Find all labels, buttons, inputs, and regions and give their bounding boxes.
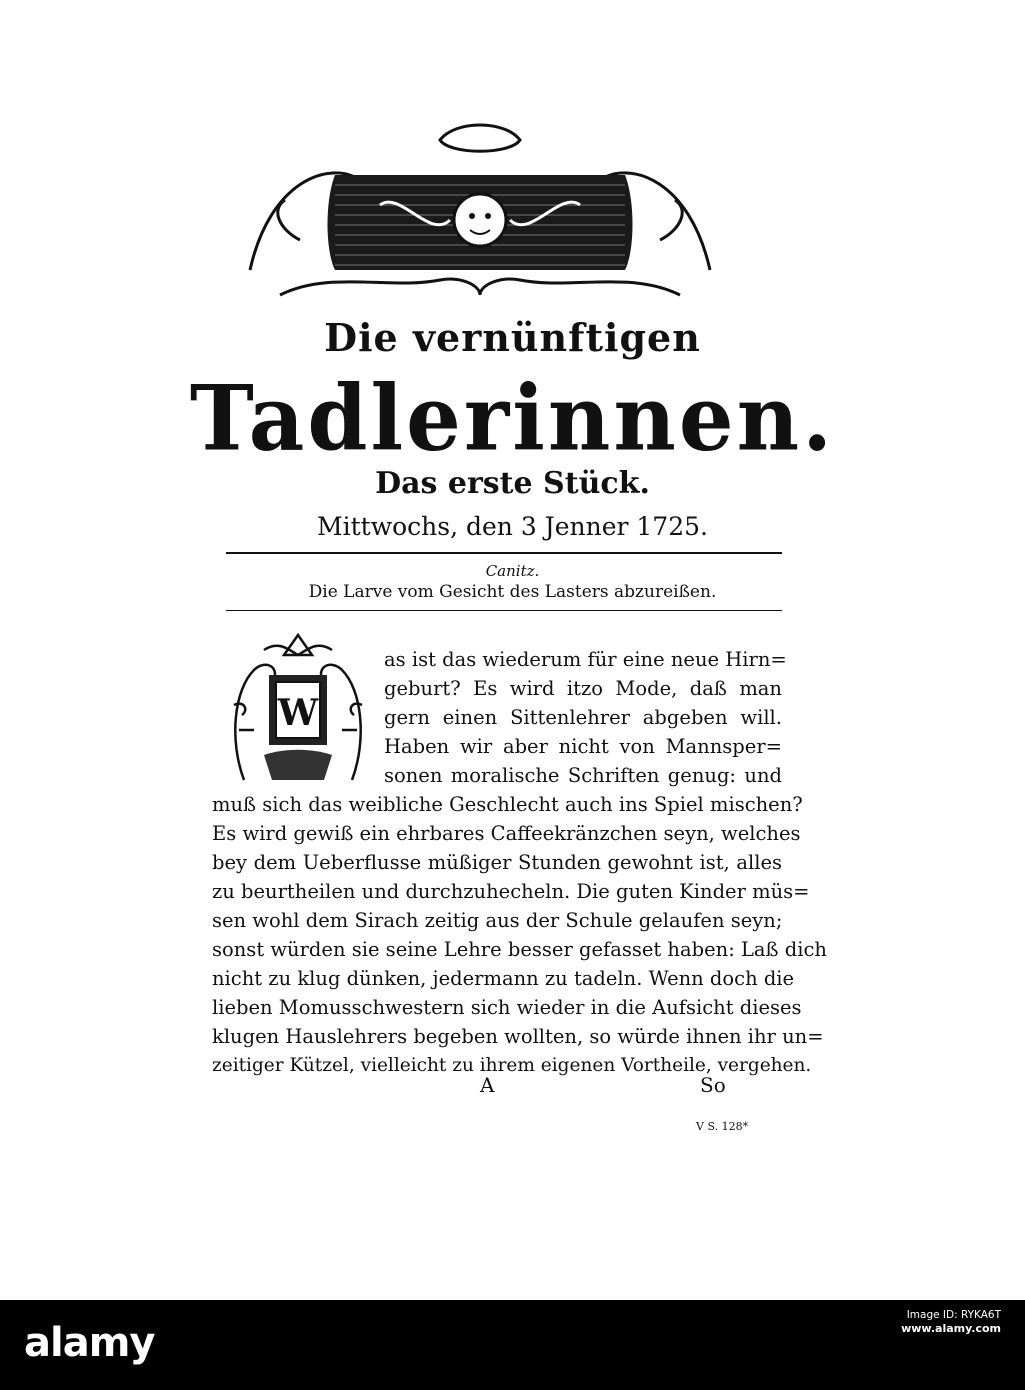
stock-image-info bbox=[901, 1308, 1001, 1336]
text-line: nicht zu klug dünken, jedermann zu tadeln. Wenn doch die bbox=[212, 967, 795, 990]
text-line: as ist das wiederum für eine neue Hirn= bbox=[384, 648, 787, 671]
site-url[interactable]: www.alamy.com bbox=[901, 1322, 1001, 1335]
text-line: sen wohl dem Sirach zeitig aus der Schule gelaufen seyn; bbox=[212, 909, 783, 932]
initial-letter: W bbox=[277, 692, 319, 734]
text-line: sonst würden sie seine Lehre besser gefasset haben: Laß dich bbox=[212, 938, 827, 961]
motto-text: Die Larve vom Gesicht des Lasters abzureißen. bbox=[308, 582, 717, 602]
reference-number: V S. 128* bbox=[696, 1120, 749, 1133]
text-line: klugen Hauslehrers begeben wollten, so würde ihnen ihr un= bbox=[212, 1025, 824, 1048]
masthead-title-small: Die vernünftigen bbox=[324, 315, 701, 360]
catchword: So bbox=[700, 1073, 726, 1097]
image-id: Image ID: RYKA6T bbox=[906, 1309, 1001, 1321]
text-line: gern einen Sittenlehrer abgeben will. bbox=[384, 706, 782, 729]
motto-author: Canitz. bbox=[485, 562, 540, 580]
text-line: zu beurtheilen und durchzuhecheln. Die guten Kinder müs= bbox=[212, 880, 810, 903]
text-line: sonen moralische Schriften genug: und bbox=[384, 764, 782, 787]
alamy-logo: alamy bbox=[24, 1320, 155, 1366]
text-line: Haben wir aber nicht von Mannsper= bbox=[384, 735, 782, 758]
ornament-cartouche-icon bbox=[240, 120, 720, 315]
text-line: geburt? Es wird itzo Mode, daß man bbox=[384, 677, 782, 700]
signature-mark: A bbox=[480, 1073, 495, 1097]
text-line: muß sich das weibliche Geschlecht auch ins Spiel mischen? bbox=[212, 793, 803, 816]
text-line: zeitiger Kützel, vielleicht zu ihrem eigenen Vortheile, vergehen. bbox=[212, 1055, 812, 1076]
issue-subtitle: Das erste Stück. bbox=[375, 466, 650, 501]
initial-w-ornament-icon bbox=[224, 630, 372, 785]
text-line: lieben Momusschwestern sich wieder in die Aufsicht dieses bbox=[212, 996, 802, 1019]
masthead-title-big: Tadlerinnen. bbox=[189, 365, 836, 472]
top-rule bbox=[226, 552, 782, 554]
text-line: Es wird gewiß ein ehrbares Caffeekränzchen seyn, welches bbox=[212, 822, 801, 845]
text-line: bey dem Ueberflusse müßiger Stunden gewohnt ist, alles bbox=[212, 851, 782, 874]
stock-footer-bar bbox=[0, 1300, 1025, 1390]
bottom-rule bbox=[226, 610, 782, 611]
issue-date: Mittwochs, den 3 Jenner 1725. bbox=[317, 512, 708, 541]
